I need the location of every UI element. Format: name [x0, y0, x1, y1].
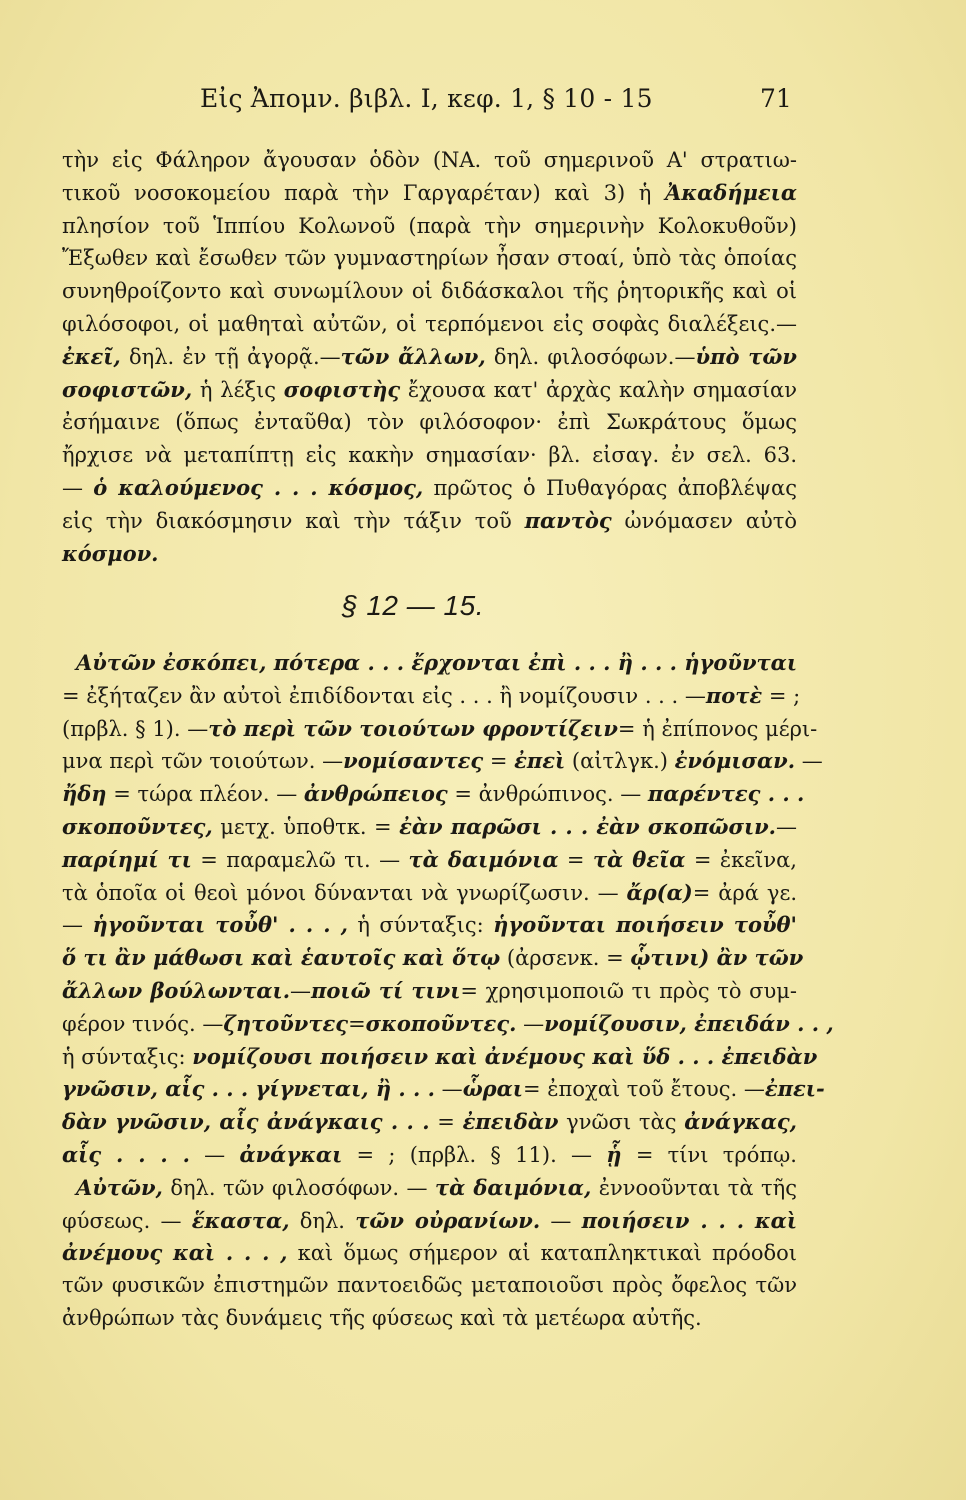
text-line: δὰν γνῶσιν, αἷς ἀνάγκαις . . . = ἐπειδὰν γνῶσι τὰς ἀνάγκας,	[62, 1109, 797, 1135]
text-line: ὅ τι ἂν μάθωσι καὶ ἑαυτοῖς καὶ ὅτῳ (ἀρσενκ. = ᾧτινι) ἂν τῶν	[62, 945, 804, 971]
commentary-block-2	[62, 646, 834, 1335]
text-line: ἤρχισε νὰ μεταπίπτῃ εἰς κακὴν σημασίαν· βλ. εἰσαγ. ἐν σελ. 63.	[62, 443, 797, 468]
text-line: ἡ σύνταξις: νομίζουσι ποιήσειν καὶ ἀνέμους καὶ ὕδ . . . ἐπειδὰν	[62, 1043, 818, 1069]
text-line: αἷς . . . . — ἀνάγκαι = ; (πρβλ. § 11). — ᾗ = τίνι τρόπῳ.	[62, 1141, 797, 1167]
text-line: τικοῦ νοσοκομείου παρὰ τὴν Γαργαρέταν) καὶ 3) ἡ Ἀκαδήμεια	[62, 179, 797, 205]
text-line: (πρβλ. § 1). —τὸ περὶ τῶν τοιούτων φροντίζειν= ἡ ἐπίπονος μέρι-	[62, 715, 818, 741]
text-line: τῶν φυσικῶν ἐπιστημῶν παντοειδῶς μεταποιοῦσι πρὸς ὄφελος τῶν	[62, 1273, 797, 1298]
text-line: φύσεως. — ἕκαστα, δηλ. τῶν οὐρανίων. — ποιήσειν . . . καὶ	[62, 1207, 797, 1233]
text-line: ἤδη = τώρα πλέον. — ἀνθρώπειος = ἀνθρώπινος. — παρέντες . . .	[62, 781, 805, 807]
text-line: τὰ ὁποῖα οἱ θεοὶ μόνοι δύνανται νὰ γνωρίζωσιν. — ἄρ(α)= ἀρά γε.	[62, 879, 797, 905]
text-line: ἐσήμαινε (ὅπως ἐνταῦθα) τὸν φιλόσοφον· ἐπὶ Σωκράτους ὅμως	[62, 410, 797, 435]
text-line: Αὐτῶν, δηλ. τῶν φιλοσόφων. — τὰ δαιμόνια, ἐννοοῦνται τὰ τῆς	[76, 1174, 798, 1200]
text-line: φιλόσοφοι, οἱ μαθηταὶ αὐτῶν, οἱ τερπόμενοι εἰς σοφὰς διαλέξεις.—	[62, 311, 797, 336]
text-line: = ἐξήταζεν ἂν αὐτοὶ ἐπιδίδονται εἰς . . . ἢ νομίζουσιν . . . —ποτὲ = ;	[62, 682, 801, 708]
page-number: 71	[760, 84, 792, 113]
text-line: — ἡγοῦνται τοὖθ' . . . , ἡ σύνταξις: ἡγοῦνται ποιήσειν τοὖθ'	[62, 912, 797, 938]
text-line: κόσμον.	[62, 540, 159, 566]
text-line: ἐκεῖ, δηλ. ἐν τῇ ἀγορᾷ.—τῶν ἄλλων, δηλ. φιλοσόφων.—ὑπὸ τῶν	[62, 343, 797, 369]
text-line: Αὐτῶν ἐσκόπει, πότερα . . . ἔρχονται ἐπὶ . . . ἢ . . . ἡγοῦνται	[76, 650, 797, 675]
text-line: — ὁ καλούμενος . . . κόσμος, πρῶτος ὁ Πυθαγόρας ἀποβλέψας	[62, 474, 797, 500]
text-line: πλησίον τοῦ Ἱππίου Κολωνοῦ (παρὰ τὴν σημερινὴν Κολοκυθοῦν)	[62, 213, 797, 238]
text-line: εἰς τὴν διακόσμησιν καὶ τὴν τάξιν τοῦ παντὸς ὠνόμασεν αὐτὸ	[62, 507, 797, 533]
text-line: ἀνέμους καὶ . . . , καὶ ὅμως σήμερον αἱ καταπληκτικαὶ πρόοδοι	[62, 1240, 797, 1266]
text-line: σοφιστῶν, ἡ λέξις σοφιστὴς ἔχουσα κατ' ἀρχὰς καλὴν σημασίαν	[62, 376, 797, 402]
text-line: ἄλλων βούλωνται.—ποιῶ τί τινι= χρησιμοποιῶ τι πρὸς τὸ συμ-	[62, 977, 798, 1003]
text-line: συνηθροίζοντο καὶ συνωμίλουν οἱ διδάσκαλοι τῆς ῥητορικῆς καὶ οἱ	[62, 279, 797, 304]
text-line: ἀνθρώπων τὰς δυνάμεις τῆς φύσεως καὶ τὰ μετέωρα αὐτῆς.	[62, 1305, 702, 1330]
text-line: γνῶσιν, αἷς . . . γίγνεται, ἢ . . . —ὧραι= ἐποχαὶ τοῦ ἔτους. —ἐπει-	[62, 1076, 825, 1102]
commentary-block-1	[62, 144, 797, 570]
text-line: μνα περὶ τῶν τοιούτων. —νομίσαντες = ἐπεὶ (αἰτλγκ.) ἐνόμισαν. —	[62, 748, 823, 774]
running-header: Εἰς Ἀπομν. βιβλ. I, κεφ. 1, § 10 - 15	[200, 84, 653, 113]
text-line: παρίημί τι = παραμελῶ τι. — τὰ δαιμόνια = τὰ θεῖα = ἐκεῖνα,	[62, 846, 797, 872]
text-line: φέρον τινός. —ζητοῦντες=σκοποῦντες. —νομίζουσιν, ἐπειδάν . . ,	[62, 1010, 834, 1036]
text-line: σκοποῦντες, μετχ. ὑποθτκ. = ἐὰν παρῶσι . . . ἐὰν σκοπῶσιν.—	[62, 813, 797, 839]
text-line: τὴν εἰς Φάληρον ἄγουσαν ὁδὸν (ΝΑ. τοῦ σημερινοῦ Α' στρατιω-	[62, 148, 797, 172]
section-heading: § 12 — 15.	[342, 590, 484, 621]
text-line: Ἔξωθεν καὶ ἔσωθεν τῶν γυμναστηρίων ἦσαν στοαί, ὑπὸ τὰς ὁποίας	[62, 246, 797, 271]
